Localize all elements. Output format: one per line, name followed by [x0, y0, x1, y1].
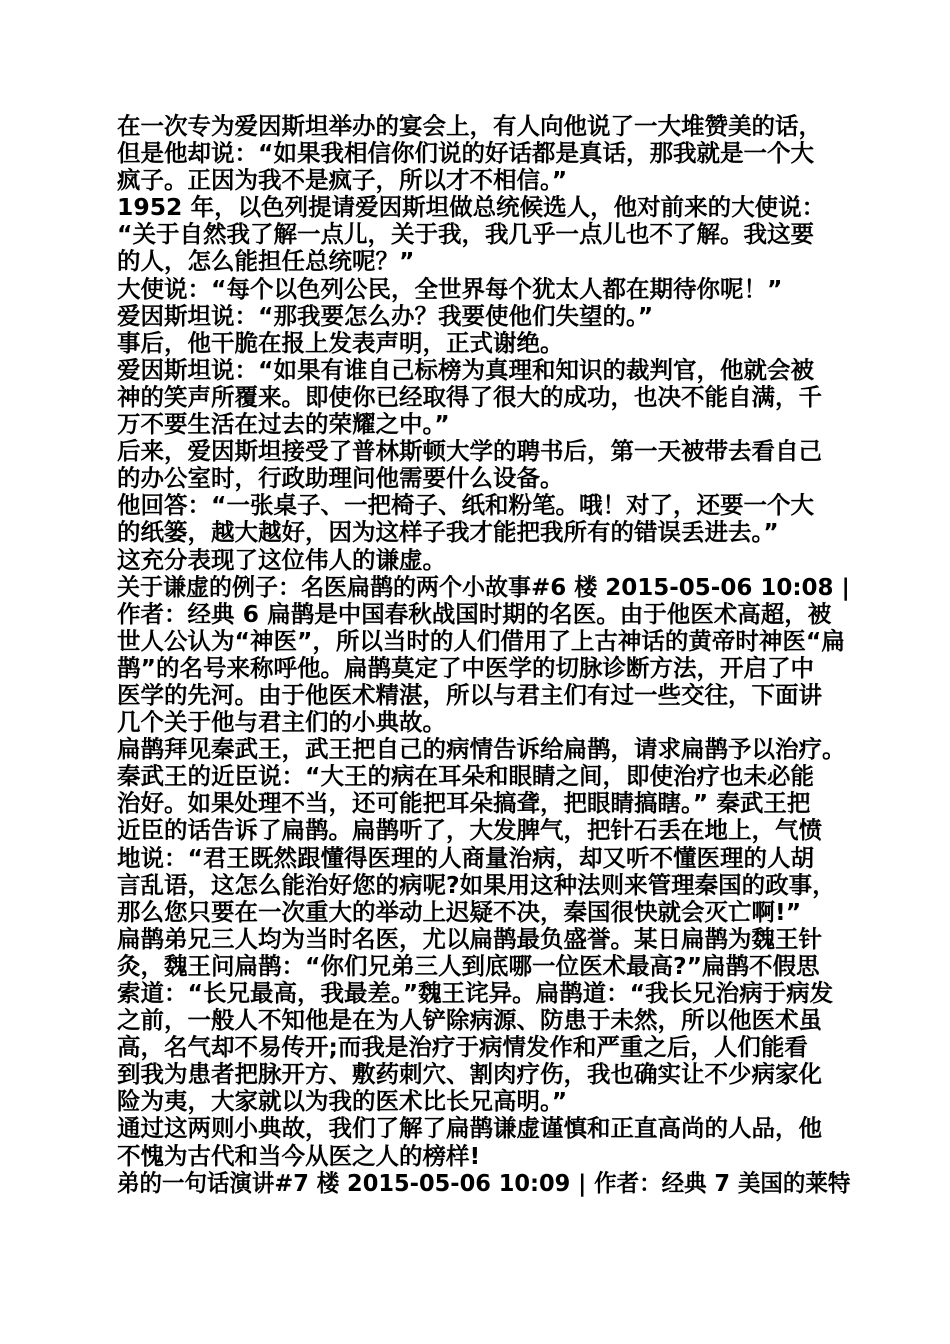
text-line: 治好。如果处理不当，还可能把耳朵搞聋，把眼睛搞瞎。” 秦武王把 [117, 789, 811, 818]
text-line: 但是他却说：“如果我相信你们说的好话都是真话，那我就是一个大 [117, 139, 814, 168]
text-line: 万不要生活在过去的荣耀之中。” [117, 410, 450, 439]
text-line: 疯子。正因为我不是疯子，所以才不相信。” [117, 166, 568, 195]
text-line: 作者：经典 6 扁鹊是中国春秋战国时期的名医。由于他医术高超，被 [117, 599, 832, 628]
text-line: 秦武王的近臣说：“大王的病在耳朵和眼睛之间，即使治疗也未必能 [117, 762, 814, 791]
text-line: 关于谦虚的例子：名医扁鹊的两个小故事#6 楼 2015-05-06 10:08 | [117, 572, 850, 601]
text-line: 险为夷，大家就以为我的医术比长兄高明。” [117, 1087, 568, 1116]
text-line: 大使说：“每个以色列公民，全世界每个犹太人都在期待你呢！” [117, 274, 783, 303]
text-line: 几个关于他与君主们的小典故。 [117, 708, 446, 737]
text-line: 的人，怎么能担任总统呢？” [117, 247, 415, 276]
text-line: 事后，他干脆在报上发表声明，正式谢绝。 [117, 328, 564, 357]
text-line: 鹊”的名号来称呼他。扁鹊莫定了中医学的切脉诊断方法，开启了中 [117, 653, 814, 682]
text-line: 爱因斯坦说：“那我要怎么办？我要使他们失望的。” [117, 301, 654, 330]
text-line: 的办公室时，行政助理问他需要什么设备。 [117, 464, 564, 493]
text-line: 灸，魏王问扁鹊：“你们兄弟三人到底哪一位医术最高?”扁鹊不假思 [117, 951, 820, 980]
text-line: 扁鹊弟兄三人均为当时名医，尤以扁鹊最负盛誉。某日扁鹊为魏王针 [117, 924, 822, 953]
text-line: 地说：“君王既然跟懂得医理的人商量治病，却又听不懂医理的人胡 [117, 843, 814, 872]
text-line: “关于自然我了解一点儿，关于我，我几乎一点儿也不了解。我这要 [117, 220, 814, 249]
text-line: 扁鹊拜见秦武王，武王把自己的病情告诉给扁鹊，请求扁鹊予以治疗。 [117, 735, 846, 764]
text-line: 言乱语，这怎么能治好您的病呢?如果用这种法则来管理秦国的政事， [117, 870, 836, 899]
text-line: 他回答：“一张桌子、一把椅子、纸和粉笔。哦！对了，还要一个大 [117, 491, 814, 520]
text-line: 不愧为古代和当今从医之人的榜样! [117, 1141, 481, 1170]
text-line: 通过这两则小典故，我们了解了扁鹊谦虚谨慎和正直高尚的人品，他 [117, 1114, 822, 1143]
text-line: 之前，一般人不知他是在为人铲除病源、防患于未然，所以他医术虽 [117, 1006, 822, 1035]
text-line: 后来，爱因斯坦接受了普林斯顿大学的聘书后，第一天被带去看自己 [117, 437, 822, 466]
text-line: 索道：“长兄最高，我最差。”魏王诧异。扁鹊道：“我长兄治病于病发 [117, 979, 834, 1007]
text-line: 那么您只要在一次重大的举动上迟疑不决，秦国很快就会灭亡啊!” [117, 897, 802, 926]
text-line: 1952 年，以色列提请爱因斯坦做总统候选人，他对前来的大使说： [117, 193, 826, 222]
text-line: 爱因斯坦说：“如果有谁自己标榜为真理和知识的裁判官，他就会被 [117, 355, 814, 384]
text-line: 世人公认为“神医”，所以当时的人们借用了上古神话的黄帝时神医“扁 [117, 626, 845, 655]
text-line: 到我为患者把脉开方、敷药刺穴、割肉疗伤，我也确实让不少病家化 [117, 1060, 822, 1089]
document-body [117, 112, 851, 1197]
text-line: 在一次专为爱因斯坦举办的宴会上，有人向他说了一大堆赞美的话， [117, 112, 822, 140]
text-line: 神的笑声所覆来。即使你已经取得了很大的成功，也决不能自满，千 [117, 382, 822, 411]
text-line: 高，名气却不易传开;而我是治疗于病情发作和严重之后，人们能看 [117, 1033, 808, 1062]
text-line: 弟的一句话演讲#7 楼 2015-05-06 10:09 | 作者：经典 7 美国的莱特 [117, 1168, 851, 1197]
text-line: 医学的先河。由于他医术精湛，所以与君主们有过一些交往，下面讲 [117, 680, 822, 709]
text-line: 的纸篓，越大越好，因为这样子我才能把我所有的错误丢进去。” [117, 518, 779, 547]
text-line: 这充分表现了这位伟人的谦虚。 [117, 545, 446, 574]
text-line: 近臣的话告诉了扁鹊。扁鹊听了，大发脾气，把针石丢在地上，气愤 [117, 816, 822, 845]
